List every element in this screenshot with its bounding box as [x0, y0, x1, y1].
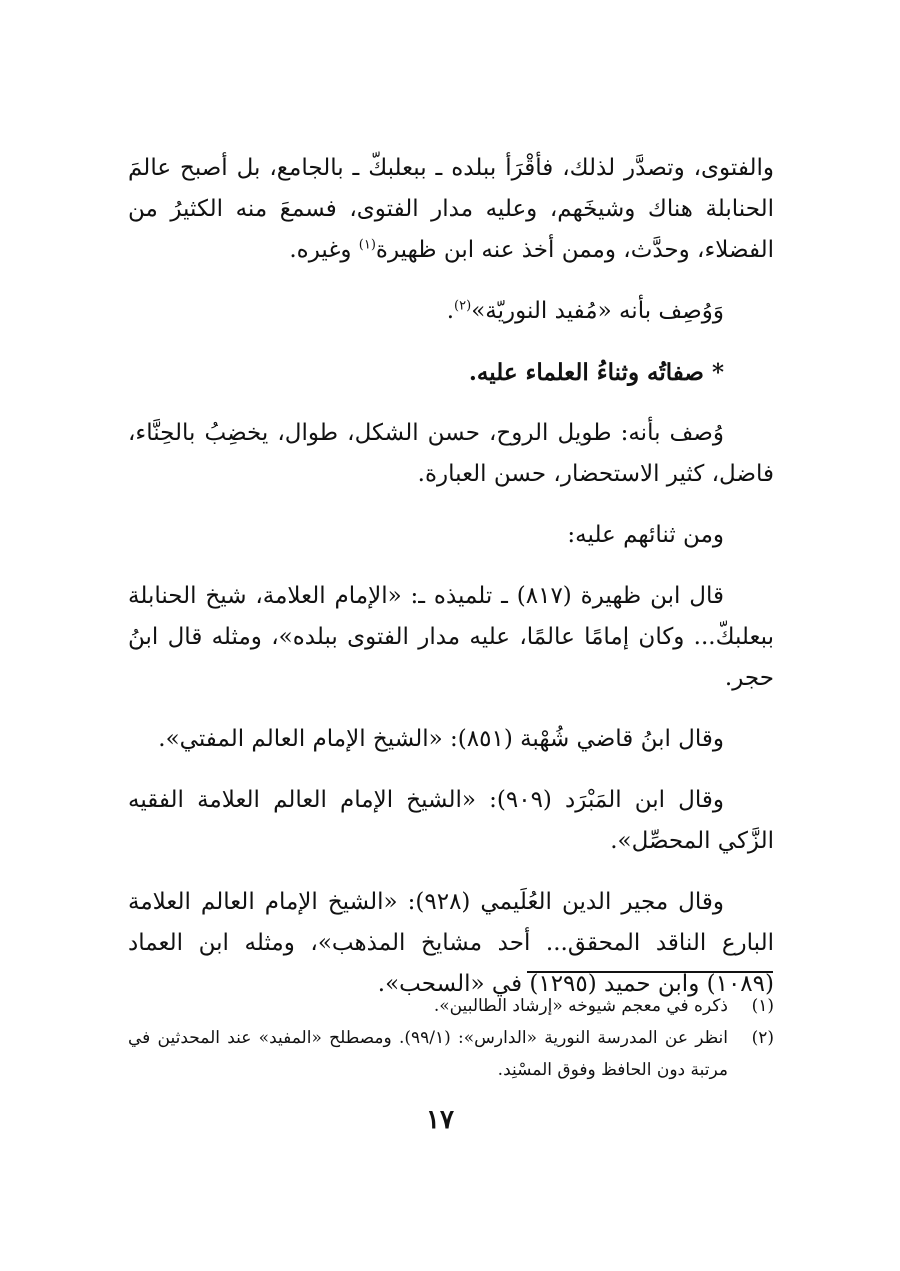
paragraph-1: [128, 148, 774, 271]
section-heading: * صفاتُه وثناءُ العلماء عليه.: [468, 359, 724, 386]
footnote-1-number: (١): [751, 996, 774, 1016]
footnote-1-text: ذكره في معجم شيوخه «إرشاد الطالبين».: [433, 996, 728, 1016]
paragraph-2-end: .: [446, 298, 455, 324]
main-text: [128, 148, 774, 1025]
footnote-1: [128, 990, 774, 1022]
paragraph-1-end: وغيره.: [289, 237, 359, 263]
paragraph-1-text: والفتوى، وتصدَّر لذلك، فأقْرَأ ببلده ـ ببعلبكّ ـ بالجامع، بل أصبح عالمَ الحنابلة هناك وشيخَهم، وعليه مدار الفتوى، فسمعَ منه الكثيرُ من الفضلاء، وحدَّث، وممن أخذ عنه ابن ظهيرة: [128, 155, 774, 263]
footnote-2-number: (٢): [751, 1028, 774, 1048]
paragraph-2: [128, 291, 774, 332]
footnote-2: [128, 1022, 774, 1086]
footnote-ref-2: (٢): [454, 298, 472, 314]
footnote-divider: [527, 971, 773, 973]
paragraph-5: قال ابن ظهيرة (٨١٧) ـ تلميذه ـ: «الإمام العلامة، شيخ الحنابلة ببعلبكّ... وكان إمامًا عالمًا، عليه مدار الفتوى ببلده»، ومثله قال ابنُ حجر.: [128, 583, 774, 691]
paragraph-7: وقال ابن المَبْرَد (٩٠٩): «الشيخ الإمام العالم العلامة الفقيه الزَّكي المحصِّل».: [128, 787, 774, 854]
paragraph-3: وُصف بأنه: طويل الروح، حسن الشكل، طوال، يخضِبُ بالحِنَّاء، فاضل، كثير الاستحضار، حسن العبارة.: [128, 420, 774, 487]
footnote-2-text: انظر عن المدرسة النورية «الدارس»: (٩٩/١). ومصطلح «المفيد» عند المحدثين في مرتبة دون الحافظ وفوق المسْنِد.: [128, 1028, 728, 1080]
paragraph-2-text: وَوُصِف بأنه «مُفيد النوريّة»: [471, 298, 724, 324]
page-number: ١٧: [426, 1105, 454, 1135]
paragraph-4: ومن ثنائهم عليه:: [567, 522, 724, 548]
footnotes: [128, 990, 774, 1086]
footnote-ref-1: (١): [358, 237, 376, 253]
paragraph-8: وقال مجير الدين العُلَيمي (٩٢٨): «الشيخ الإمام العالم العلامة البارع الناقد المحقق... أحد مشايخ المذهب»، ومثله ابن العماد (١٠٨٩) وابن حميد (١٢٩٥) في «السحب».: [128, 889, 774, 997]
paragraph-6: وقال ابنُ قاضي شُهْبة (٨٥١): «الشيخ الإمام العالم المفتي».: [158, 726, 724, 752]
